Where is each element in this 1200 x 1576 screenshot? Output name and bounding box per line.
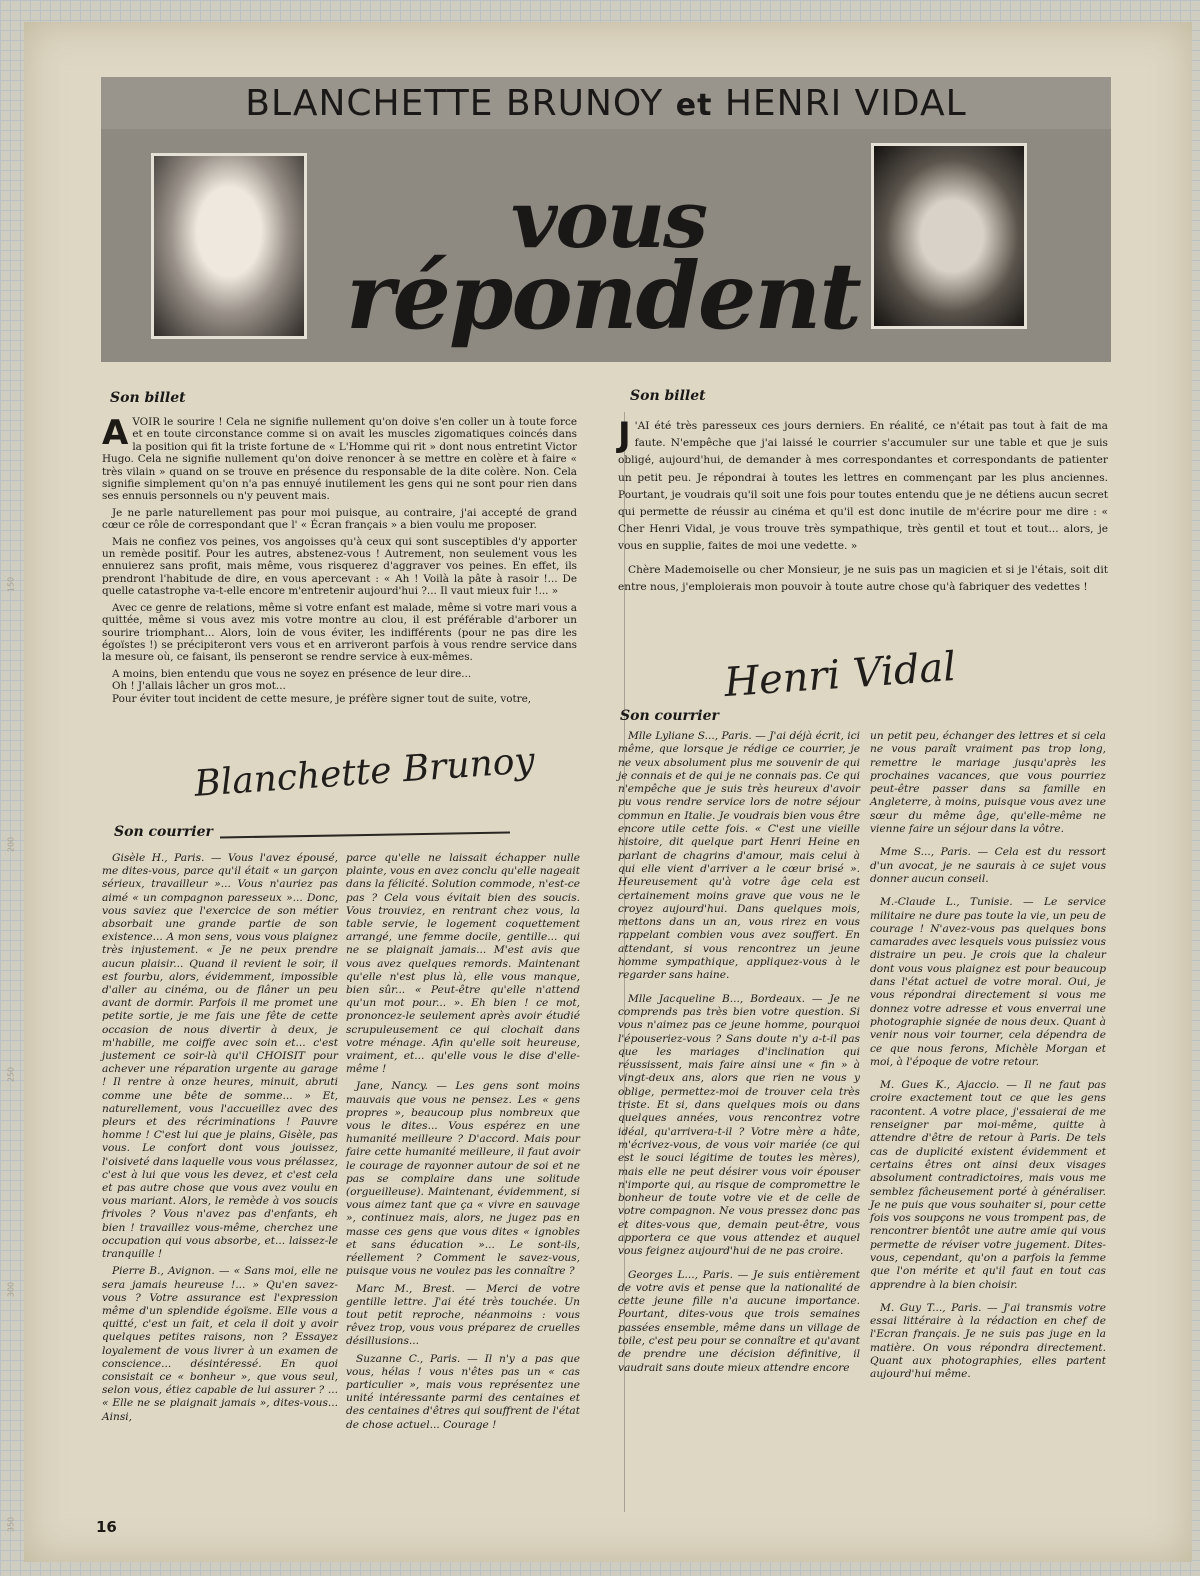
left-courrier-heading: Son courrier: [114, 824, 213, 840]
billet-paragraph: 'AI été très paresseux ces jours derniers. En réalité, ce n'était pas tout à fait de ma faute. N'empêche que j'ai laissé le courrier s'accumuler sur une table et que je suis obligé, aujourd'hui, de demander à mes correspondantes et correspondants de patienter un petit peu. Je répondrai à toutes les lettres en commençant par les plus anciennes. Pourtant, je voudrais qu'il soit une fois pour toutes entendu que je ne détiens aucun secret qui permette de réussir au cinéma et qu'il est donc inutile de m'écrire pour me dire : « Cher Henri Vidal, je vous trouve très sympathique, très gentil et tout et tout... alors, je vous en supplie, faites de moi une vedette. »: [618, 420, 1108, 553]
left-courrier-column-2: [346, 852, 580, 1436]
left-billet-heading: Son billet: [110, 390, 186, 406]
ruler-mark: 150: [6, 576, 16, 593]
billet-paragraph: Chère Mademoiselle ou cher Monsieur, je ne suis pas un magicien et si je l'étais, soit dit entre nous, j'emploierais mon pouvoir à toute autre chose qu'à fabriquer des vedettes !: [618, 563, 1108, 593]
banner-title: [101, 83, 1111, 124]
letter-reply: parce qu'elle ne laissait échapper nulle plainte, vous en avez conclu qu'elle nageait dans la félicité. Solution commode, n'est-ce pas ? Cela vous évitait bien des soucis. Vous trouviez, en rentrant chez vous, la table servie, le logement coquettement arrangé, une femme docile, gentille... qui ne se plaignait jamais... M'est avis que vous avez quelques remords. Maintenant qu'elle n'est plus là, elle vous manque, bien sûr... « Peut-être qu'elle n'attend qu'un mot pour... ». Eh bien ! ce mot, prononcez-le seulement après avoir étudié scrupuleusement ce qui clochait dans votre ménage. Afin qu'elle soit heureuse, vraiment, et... qu'elle vous le dise d'elle-même !: [346, 852, 580, 1076]
letter-reply: Jane, Nancy. — Les gens sont moins mauvais que vous ne pensez. Les « gens propres », beaucoup plus nombreux que vous le dites... Vous espérez en une humanité meilleure ? D'accord. Mais pour faire cette humanité meilleure, il faut avoir le courage de rayonner autour de soi et ne pas se complaire dans une solitude (orgueilleuse). Maintenant, évidemment, si vous aimez tant que ça « vivre en sauvage », continuez mais, alors, ne jugez pas en masse ces gens que vous dites « ignobles et sans éducation »... Le sont-ils, réellement ? Comment le savez-vous, puisque vous ne voulez pas les connaître ?: [346, 1080, 580, 1278]
letter-reply: un petit peu, échanger des lettres et si cela ne vous paraît vraiment pas trop long, remettre le mariage jusqu'après les prochaines vacances, que vous pourriez peut-être passer dans sa famille en Angleterre, à moins, puisque vous avez une sœur du même âge, qu'elle-même ne vienne faire un séjour dans la vôtre.: [870, 730, 1106, 836]
drop-cap: A: [102, 413, 129, 453]
right-billet-text: [618, 415, 1108, 600]
billet-paragraph: Avec ce genre de relations, même si votre enfant est malade, même si votre mari vous a quittée, même si vous avez mis votre montre au clou, il est préférable d'arborer un sourire triomphant... Alors, loin de vous éviter, les indifférents (pour ne pas dire les égoïstes !) se précipiteront vers vous et en arriveront parfois à vous rendre service dans la mesure où, ce faisant, ils penseront se rendre service à eux-mêmes.: [102, 601, 577, 664]
title-left-name: BLANCHETTE BRUNOY: [245, 83, 664, 124]
signature-blanchette-brunoy: Blanchette Brunoy: [192, 740, 537, 805]
letter-reply: Mlle Jacqueline B..., Bordeaux. — Je ne comprends pas très bien votre question. Si vous n'aimez pas ce jeune homme, pourquoi l'épouseriez-vous ? Sans doute n'y a-t-il pas que les mariages d'inclination qui réussissent, mais faire ainsi une « fin » à vingt-deux ans, alors que rien ne vous y oblige, permettez-moi de trouver cela très triste. Et si, dans quelques mois ou dans quelques années, vous rencontrez votre idéal, qu'arrivera-t-il ? Votre mère a hâte, m'écrivez-vous, de vous voir mariée (ce qui est le souci légitime de toutes les mères), mais elle ne peut désirer vous voir épouser n'importe qui, au risque de compromettre le bonheur de toute votre vie et de celle de votre compagnon. Ne vous pressez donc pas et dites-vous que, demain peut-être, vous apportera ce que vous attendez et auquel vous feignez aujourd'hui de ne pas croire.: [618, 992, 860, 1258]
signature-henri-vidal: Henri Vidal: [722, 643, 958, 707]
ruler-mark: 250: [6, 1066, 16, 1083]
letter-reply: Mlle Lyliane S..., Paris. — J'ai déjà écrit, ici même, que lorsque je rédige ce courrier, je ne veux absolument plus me souvenir de qui je connais et de qui je ne connais pas. Ce qui n'empêche que je suis très heureux d'avoir pu vous rendre service lors de notre séjour commun en Italie. Je voudrais bien vous être encore utile cette fois. « C'est une vieille histoire, dit quelque part Henri Heine en parlant de chagrins d'amour, mais celui à qui elle vient d'arriver a le cœur brisé ». Heureusement qu'à votre âge cela est certainement moins grave que vous ne le croyez aujourd'hui. Dans quelques mois, mettons dans un an, vous rirez en vous rappelant combien vous avez souffert. En attendant, si vous rencontrez un jeune homme sympathique, appliquez-vous à le regarder sans haine.: [618, 730, 860, 982]
letter-reply: M. Gues K., Ajaccio. — Il ne faut pas croire exactement tout ce que les gens racontent. A votre place, j'essaierai de me renseigner par moi-même, quitte à attendre d'être de retour à Paris. De tels cas de duplicité existent évidemment et certains êtres ont ainsi deux visages absolument contradictoires, mais vous me semblez fâcheusement porté à généraliser. Je ne puis que vous souhaiter si, pour cette fois vos soupçons ne vous trompent pas, de rencontrer bientôt une autre amie qui vous permette de réviser votre jugement. Dites-vous, cependant, qu'on a parfois la femme que l'on mérite et qu'il faut en tout cas apprendre à la bien choisir.: [870, 1079, 1106, 1291]
billet-paragraph: VOIR le sourire ! Cela ne signifie nullement qu'on doive s'en coller un à toute force et en toute circonstance comme si on avait les muscles zigomatiques coincés dans la position qui fit la triste fortune de « L'Homme qui rit » dont nous entretint Victor Hugo. Cela ne signifie nullement qu'on doive renoncer à se mettre en colère et à faire « très vilain » quand on se trouve en présence du responsable de la dite colère. Non. Cela signifie simplement qu'on n'a pas ennuyé inutilement les gens qui ne sont pour rien dans ses ennuis personnels ou n'y peuvent mais.: [102, 416, 577, 503]
billet-paragraph: Je ne parle naturellement pas pour moi puisque, au contraire, j'ai accepté de grand cœur ce rôle de correspondant que l' « Écran français » a bien voulu me proposer.: [102, 506, 577, 532]
letter-reply: Georges L..., Paris. — Je suis entièrement de votre avis et pense que la nationalité de cette jeune fille n'a aucune importance. Pourtant, dites-vous que trois semaines passées ensemble, même dans un village de toile, c'est peu pour se connaître et qu'avant de prendre une décision définitive, il vaudrait sans doute mieux attendre encore: [618, 1268, 860, 1374]
ruler-mark: 350: [6, 1516, 16, 1533]
billet-paragraph: A moins, bien entendu que vous ne soyez en présence de leur dire...: [112, 667, 472, 680]
portrait-photo-man: [871, 143, 1027, 329]
letter-reply: Gisèle H., Paris. — Vous l'avez épousé, me dites-vous, parce qu'il était « un garçon sérieux, travailleur »... Vous n'auriez pas aimé « un compagnon paresseux »... Donc, vous saviez que l'exercice de son métier absorbait une grande partie de son existence... A mon sens, vous vous plaignez très injustement. « Je ne peux prendre aucun plaisir... Quand il revient le soir, il est fourbu, alors, évidemment, impossible d'aller au cinéma, ou de flâner un peu avant de dormir. Parfois il me promet une petite sortie, je me fais une fête de cette occasion de nous divertir à deux, je m'habille, me coiffe avec soin et... c'est justement ce soir-là qu'il CHOISIT pour achever une réparation urgente au garage ! Il rentre à onze heures, minuit, abruti comme une bête de somme... » Et, naturellement, vous l'accueillez avec des pleurs et des récriminations ! Pauvre homme ! C'est lui que je plains, Gisèle, pas vous. Le confort dont vous jouissez, l'oisiveté dans laquelle vous vous prélassez, c'est à lui que vous les devez, et c'est cela et pas autre chose que vous avez voulu en vous mariant. Alors, le remède à vos soucis frivoles ? Vous n'avez pas d'enfants, eh bien ! travaillez vous-même, cherchez une occupation qui vous absorbe, et... laissez-le tranquille !: [102, 852, 338, 1261]
letter-reply: Suzanne C., Paris. — Il n'y a pas que vous, hélas ! vous n'êtes pas un « cas particulier », mais vous représentez une unité intéressante parmi des centaines et des centaines d'êtres qui souffrent de l'état de chose actuel... Courage !: [346, 1352, 580, 1431]
page-number: 16: [96, 1518, 117, 1536]
letter-reply: Pierre B., Avignon. — « Sans moi, elle ne sera jamais heureuse !... » Qu'en savez-vous ? Votre assurance est l'expression même d'un splendide égoïsme. Elle vous a quitté, c'est un fait, et cela il doit y avoir quelques petites raisons, non ? Essayez loyalement de vous livrer à un examen de conscience... désintéressé. En quoi consistait ce « bonheur », que vous seul, selon vous, étiez capable de lui assurer ? ... « Elle ne se plaignait jamais », dites-vous... Ainsi,: [102, 1265, 338, 1423]
heading-rule: [220, 831, 510, 838]
letter-reply: Mme S..., Paris. — Cela est du ressort d'un avocat, je ne saurais à ce sujet vous donner aucun conseil.: [870, 846, 1106, 885]
portrait-photo-woman: [151, 153, 307, 339]
title-banner: [101, 77, 1111, 362]
billet-paragraph: Mais ne confiez vos peines, vos angoisses qu'à ceux qui sont susceptibles d'y apporter un remède positif. Pour les autres, abstenez-vous ! Autrement, non seulement vous les ennuierez sans profit, mais même, vous risquerez d'aggraver vos peines. En effet, ils prendront l'habitude de dire, en vous apercevant : « Ah ! Voilà la pâte à rasoir !... De quelle catastrophe va-t-elle encore m'entretenir aujourd'hui ?... Il vaut mieux fuir !... »: [102, 535, 577, 598]
script-title-line1: vous: [511, 172, 707, 266]
title-right-name: HENRI VIDAL: [724, 83, 967, 124]
title-conjunction: et: [675, 88, 713, 123]
newspaper-page: [24, 22, 1192, 1562]
left-billet-text: [102, 413, 577, 709]
letter-reply: Marc M., Brest. — Merci de votre gentille lettre. J'ai été très touchée. Un tout petit reproche, néanmoins : vous rêvez trop, vous vous préparez de cruelles désillusions...: [346, 1282, 580, 1348]
right-courrier-column-2: [870, 730, 1106, 1386]
drop-cap: J: [618, 415, 631, 455]
billet-paragraph: Pour éviter tout incident de cette mesure, je préfère signer tout de suite, votre,: [112, 692, 532, 705]
right-courrier-heading: Son courrier: [620, 708, 719, 724]
script-title-line2: répondent: [346, 242, 860, 350]
left-courrier-column-1: [102, 852, 338, 1428]
ruler-mark: 300: [6, 1281, 16, 1298]
billet-paragraph: Oh ! J'allais lâcher un gros mot...: [112, 680, 286, 693]
letter-reply: M. Guy T..., Paris. — J'ai transmis votre essai littéraire à la rédaction en chef de l'Ecran français. Je ne suis pas juge en la matière. On vous répondra directement. Quant aux photographies, elles partent aujourd'hui même.: [870, 1301, 1106, 1381]
right-billet-heading: Son billet: [630, 388, 706, 404]
ruler-mark: 200: [6, 836, 16, 853]
letter-reply: M.-Claude L., Tunisie. — Le service militaire ne dure pas toute la vie, un peu de courage ! N'avez-vous pas quelques bons camarades avec lesquels vous puissiez vous distraire un peu. Je crois que la chaleur dont vous vous plaignez est pour beaucoup dans l'état actuel de votre moral. Oui, je vous répondrai directement si vous me donnez votre adresse et vous enverrai une photographie signée de nous deux. Quant à venir nous voir tourner, cela dépendra de ce que nous ferons, Michèle Morgan et moi, à l'époque de votre retour.: [870, 896, 1106, 1068]
right-courrier-column-1: [618, 730, 860, 1379]
